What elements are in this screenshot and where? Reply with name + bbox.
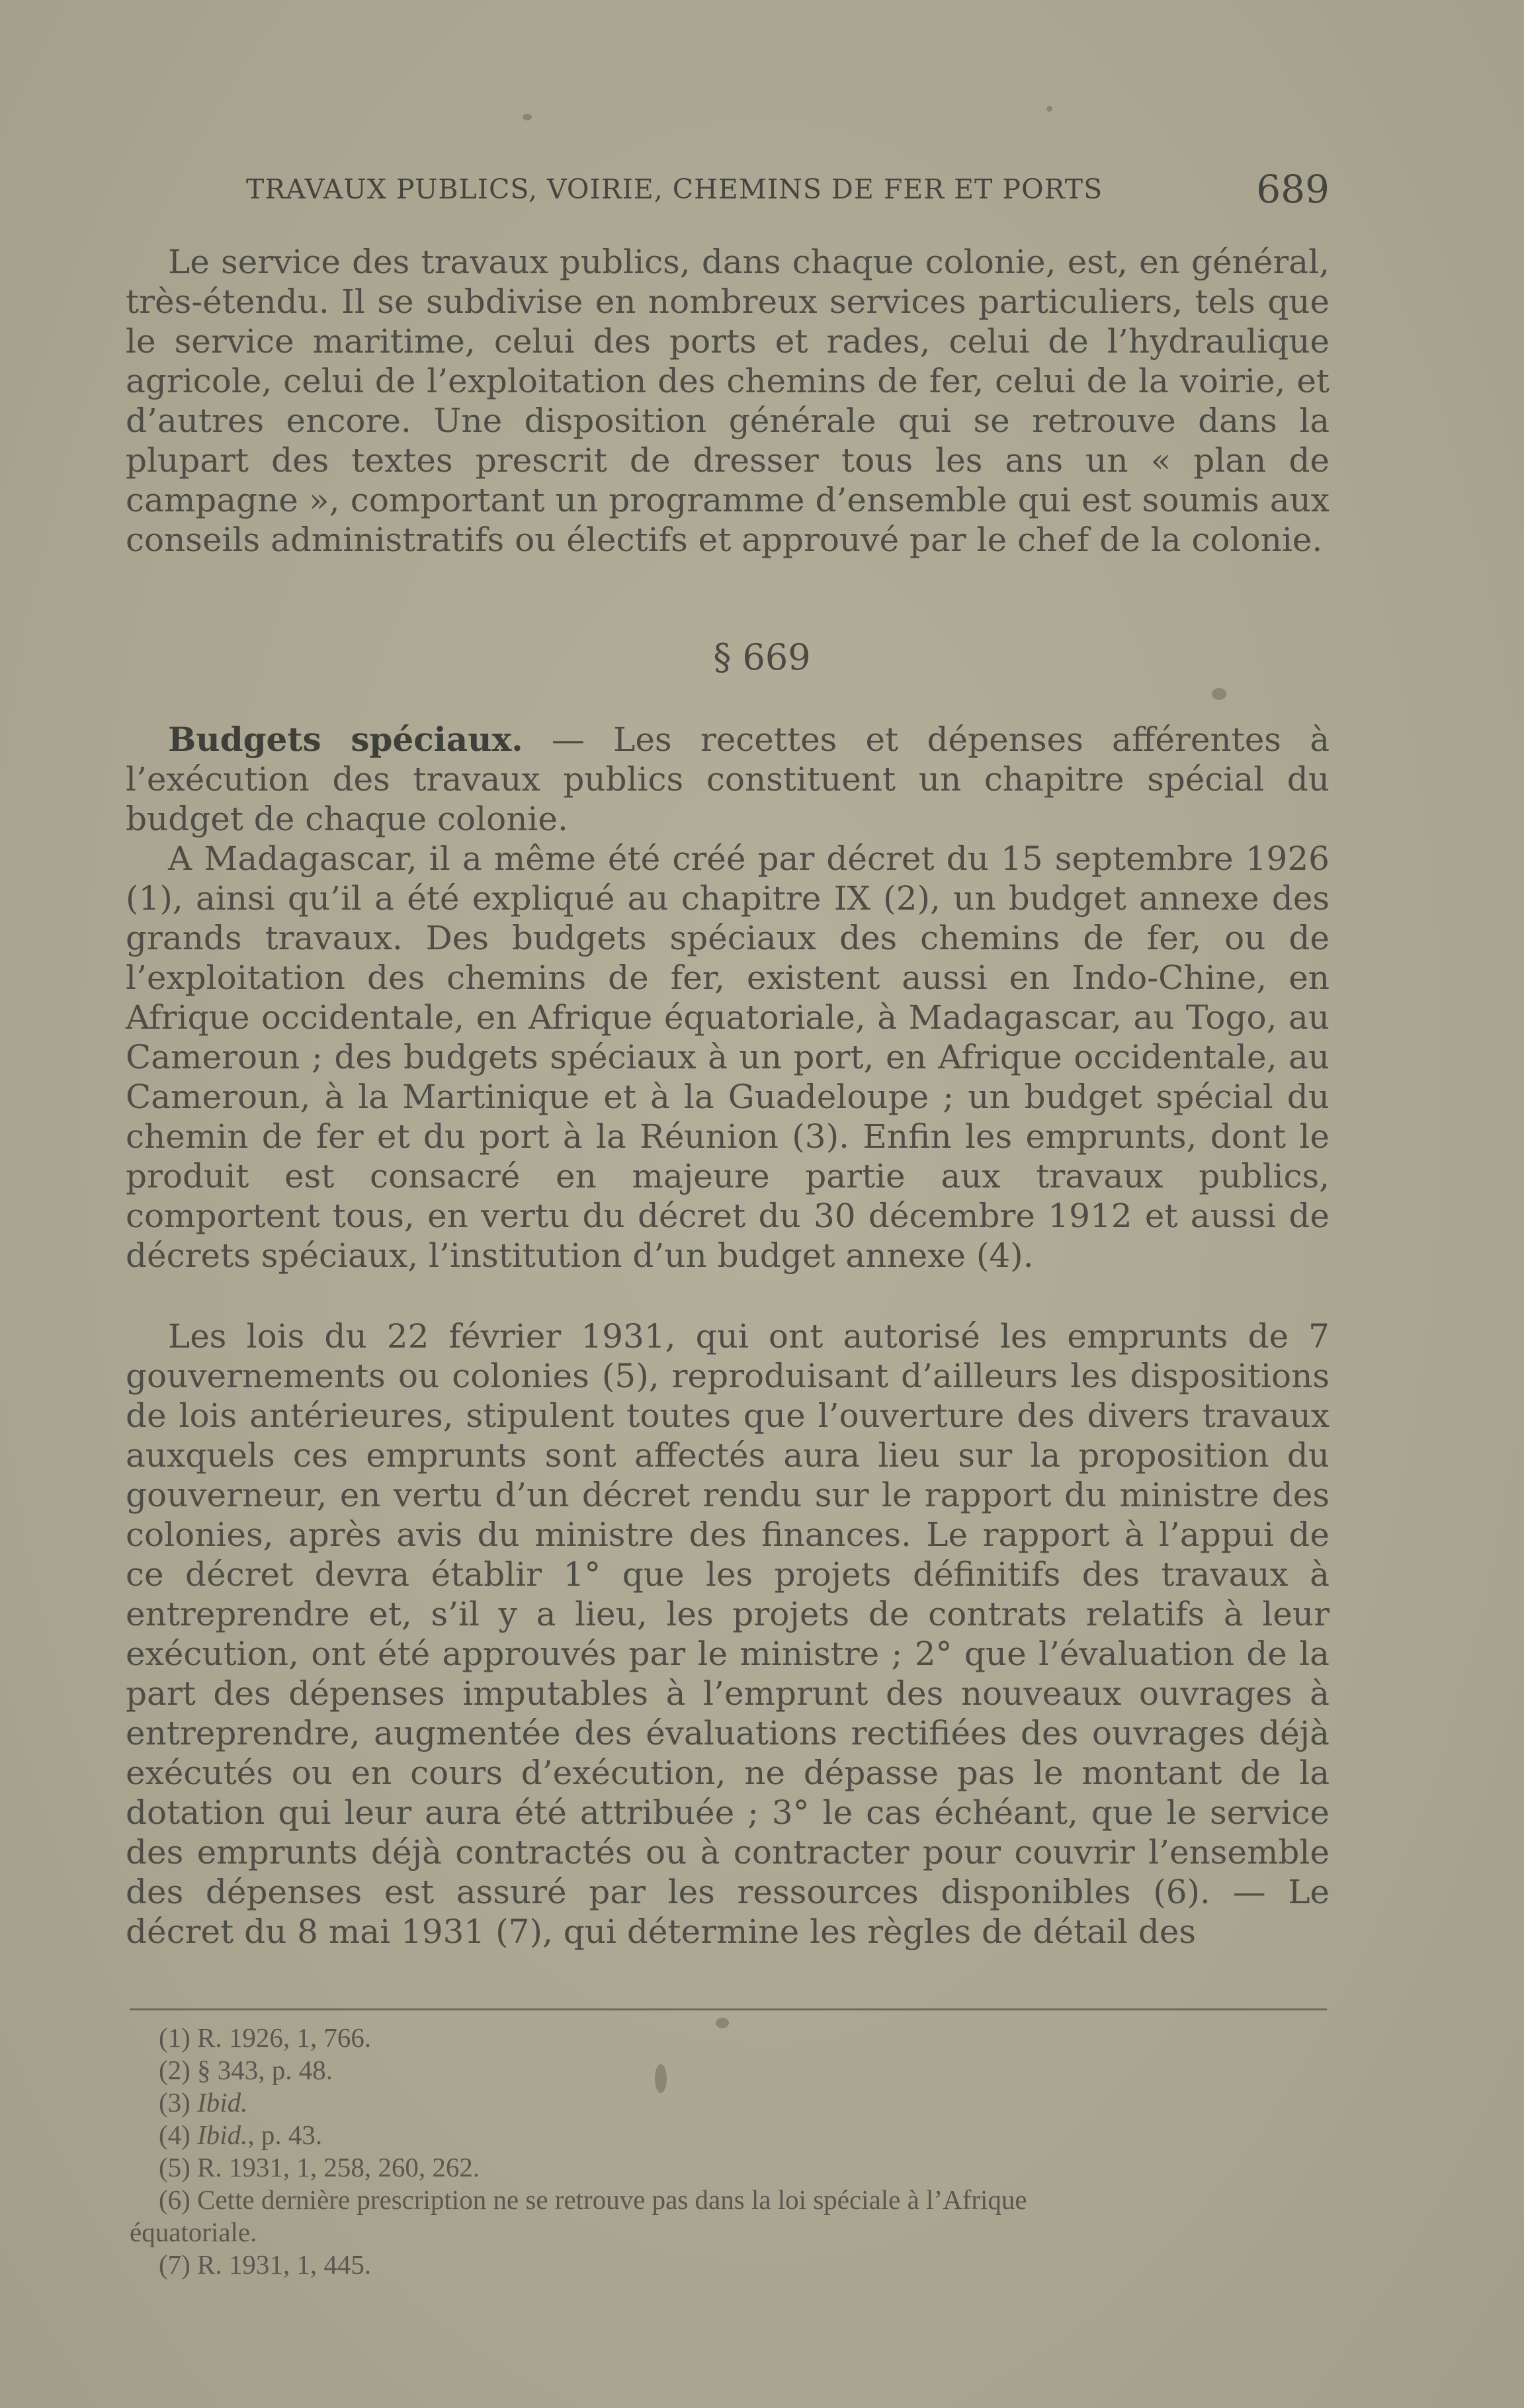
section-heading: § 669: [713, 636, 811, 678]
paper-speck: [523, 114, 532, 120]
paragraph-budgets-speciaux: [126, 720, 1330, 839]
footnote-6-continuation: équatoriale.: [130, 2217, 257, 2247]
paper-speck: [1212, 688, 1226, 700]
footnote-3-text: Ibid.: [197, 2087, 248, 2118]
paper-speck: [655, 2064, 667, 2093]
paper-speck: [716, 2018, 729, 2028]
footnote-4-tail: , p. 43.: [247, 2120, 323, 2150]
running-title: TRAVAUX PUBLICS, VOIRIE, CHEMINS DE FER ET PORTS: [246, 173, 1103, 205]
footnote-separator: [130, 2008, 1327, 2010]
footnote-4: [130, 2119, 1330, 2151]
footnote-2: (2) § 343, p. 48.: [159, 2055, 333, 2085]
footnote-5: (5) R. 1931, 1, 258, 260, 262.: [159, 2152, 480, 2182]
paragraph-lois-1931: Les lois du 22 février 1931, qui ont autorisé les emprunts de 7 gouvernements ou colonies (5), reproduisant d’ailleurs les dispositions de lois antérieures, stipulent toutes que l’ouverture des divers travaux auxquels ces emprunts sont affectés aura lieu sur la proposition du gouverneur, en vertu d’un décret rendu sur le rapport du ministre des colonies, après avis du ministre des finances. Le rapport à l’appui de ce décret devra établir 1° que les projets définitifs des travaux à entreprendre et, s’il y a lieu, les projets de contrats relatifs à leur exécution, ont été approuvés par le ministre ; 2° que l’évaluation de la part des dépenses imputables à l’emprunt des nouveaux ouvrages à entreprendre, augmentée des évaluations rectifiées des ouvrages déjà exécutés ou en cours d’exécution, ne dépasse pas le montant de la dotation qui leur aura été attribuée ; 3° le cas échéant, que le service des emprunts déjà contractés ou à contracter pour couvrir l’ensemble des dépenses est assuré par les ressources disponibles (6). — Le décret du 8 mai 1931 (7), qui détermine les règles de détail des: [126, 1317, 1330, 1951]
paragraph-madagascar: A Madagascar, il a même été créé par décret du 15 septembre 1926 (1), ainsi qu’il a été expliqué au chapitre IX (2), un budget annexe des grands travaux. Des budgets spéciaux des chemins de fer, ou de l’exploitation des chemins de fer, existent aussi en Indo-Chine, en Afrique occidentale, en Afrique équatoriale, à Madagascar, au Togo, au Cameroun ; des budgets spéciaux à un port, en Afrique occidentale, au Cameroun, à la Martinique et à la Guadeloupe ; un budget spécial du chemin de fer et du port à la Réunion (3). Enfin les emprunts, dont le produit est consacré en majeure partie aux travaux publics, comportent tous, en vertu du décret du 30 décembre 1912 et aussi de décrets spéciaux, l’institution d’un budget annexe (4).: [126, 839, 1330, 1275]
page-number: 689: [1256, 167, 1330, 212]
footnote-7: (7) R. 1931, 1, 445.: [159, 2249, 372, 2280]
paragraph-lead-title: Budgets spéciaux.: [168, 720, 523, 759]
page-header: [246, 167, 1330, 213]
footnote-1: (1) R. 1926, 1, 766.: [159, 2022, 372, 2053]
footnote-3-number: (3): [159, 2087, 198, 2118]
paper-speck: [1046, 106, 1052, 112]
footnote-3: [130, 2086, 1330, 2119]
paragraph-lead-text: — Les recettes et dépenses afférentes à l’exécution des travaux publics constituent un chapitre spécial du budget de chaque colonie.: [126, 720, 1330, 838]
footnotes: [130, 2022, 1330, 2281]
footnote-4-text: Ibid.: [197, 2120, 248, 2150]
footnote-4-number: (4): [159, 2120, 198, 2150]
footnote-6: (6) Cette dernière prescription ne se retrouve pas dans la loi spéciale à l’Afrique: [159, 2184, 1027, 2215]
paragraph-public-works-service: Le service des travaux publics, dans chaque colonie, est, en général, très-étendu. Il se subdivise en nombreux services particuliers, tels que le service maritime, celui des ports et rades, celui de l’hydraulique agricole, celui de l’exploitation des chemins de fer, celui de la voirie, et d’autres encore. Une disposition générale qui se retrouve dans la plupart des textes prescrit de dresser tous les ans un « plan de campagne », comportant un programme d’ensemble qui est soumis aux conseils administratifs ou électifs et approuvé par le chef de la colonie.: [126, 243, 1330, 559]
